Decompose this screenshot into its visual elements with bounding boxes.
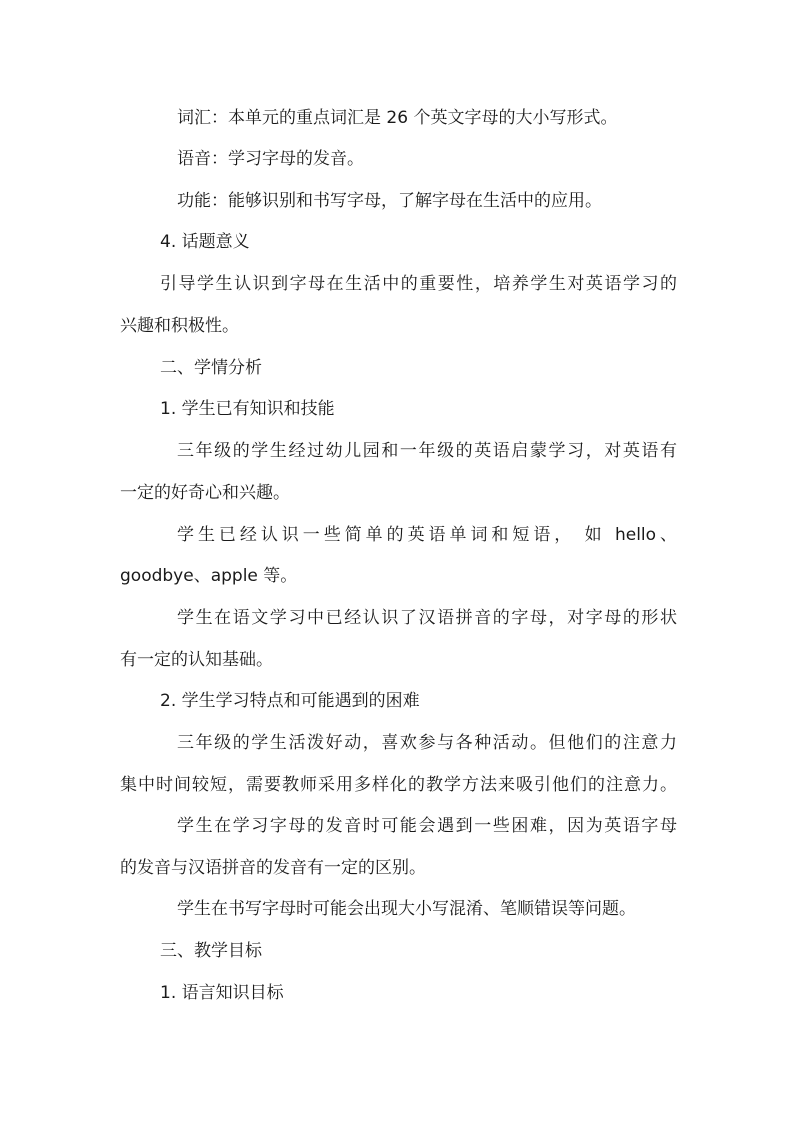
section-heading-teaching-goals: 三、教学目标	[160, 941, 262, 961]
paragraph-line: 的发音与汉语拼音的发音有一定的区别。	[120, 858, 426, 878]
paragraph-line: 三年级的学生活泼好动，喜欢参与各种活动。但他们的注意力	[177, 733, 677, 753]
paragraph-line: 有一定的认知基础。	[120, 650, 273, 670]
function-line: 功能：能够识别和书写字母，了解字母在生活中的应用。	[177, 191, 602, 211]
subheading-prior-knowledge: 1. 学生已有知识和技能	[160, 399, 335, 419]
paragraph-line: 学生在书写字母时可能会出现大小写混淆、笔顺错误等问题。	[177, 899, 636, 919]
phonics-line: 语音：学习字母的发音。	[177, 149, 364, 169]
paragraph-line: 三年级的学生经过幼儿园和一年级的英语启蒙学习，对英语有	[177, 441, 677, 461]
section-heading-student-analysis: 二、学情分析	[160, 358, 262, 378]
paragraph-line: 学生在学习字母的发音时可能会遇到一些困难，因为英语字母	[177, 816, 677, 836]
subheading-learning-traits: 2. 学生学习特点和可能遇到的困难	[160, 691, 420, 711]
paragraph-line: 学生已经认识一些简单的英语单词和短语， 如 hello、	[177, 525, 677, 545]
paragraph-line: 学生在语文学习中已经认识了汉语拼音的字母，对字母的形状	[177, 608, 677, 628]
subheading-language-knowledge: 1. 语言知识目标	[160, 983, 284, 1003]
paragraph-line: 一定的好奇心和兴趣。	[120, 483, 290, 503]
paragraph-line: 引导学生认识到字母在生活中的重要性，培养学生对英语学习的	[160, 274, 677, 294]
vocabulary-line: 词汇：本单元的重点词汇是 26 个英文字母的大小写形式。	[177, 108, 618, 128]
topic-meaning-heading: 4. 话题意义	[160, 232, 250, 252]
paragraph-line: 兴趣和积极性。	[120, 316, 239, 336]
paragraph-line: 集中时间较短，需要教师采用多样化的教学方法来吸引他们的注意力。	[120, 775, 677, 795]
paragraph-line: goodbye、apple 等。	[120, 566, 298, 586]
